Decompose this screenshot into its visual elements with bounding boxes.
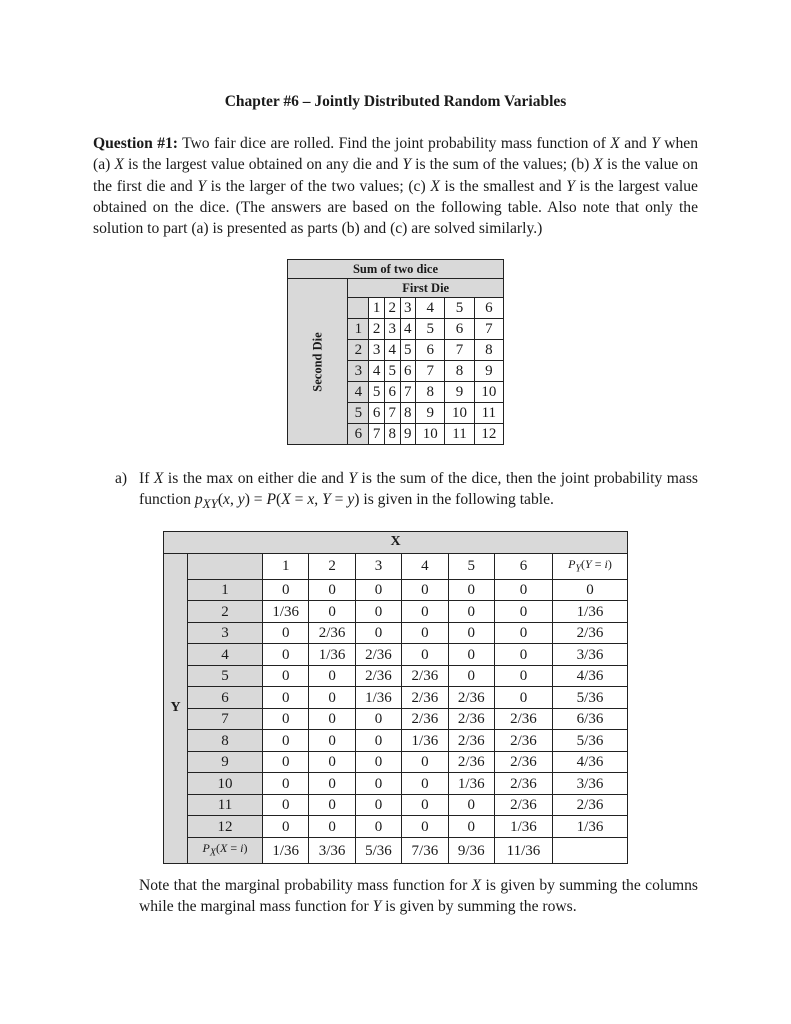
- second-die-value: 6: [348, 424, 369, 445]
- joint-prob-cell: 0: [263, 644, 309, 666]
- sum-cell: 5: [400, 340, 416, 361]
- x-value: 1: [263, 553, 309, 579]
- sum-cell: 7: [369, 424, 385, 445]
- sum-cell: 7: [416, 361, 445, 382]
- joint-prob-cell: 0: [402, 601, 448, 623]
- joint-prob-cell: 0: [402, 622, 448, 644]
- sum-cell: 9: [474, 361, 503, 382]
- y-value: 6: [188, 687, 263, 709]
- first-die-value: 4: [416, 298, 445, 319]
- sum-cell: 8: [445, 361, 474, 382]
- joint-prob-cell: 0: [309, 730, 355, 752]
- py-marginal: 1/36: [553, 601, 628, 623]
- joint-prob-cell: 2/36: [355, 644, 401, 666]
- py-header: $P_Y(Y = i)$: [553, 553, 628, 579]
- joint-prob-cell: 0: [402, 579, 448, 601]
- joint-prob-cell: 2/36: [494, 708, 552, 730]
- sum-cell: 11: [445, 424, 474, 445]
- sum-cell: 4: [369, 361, 385, 382]
- sum-cell: 5: [384, 361, 400, 382]
- joint-prob-cell: 0: [355, 773, 401, 795]
- joint-prob-cell: 2/36: [448, 708, 494, 730]
- py-marginal: 2/36: [553, 622, 628, 644]
- table-row: [164, 579, 628, 601]
- dice-corner: [348, 298, 369, 319]
- sum-cell: 5: [369, 382, 385, 403]
- pmf-corner: [188, 553, 263, 579]
- joint-prob-cell: 0: [402, 816, 448, 838]
- joint-prob-cell: 0: [355, 579, 401, 601]
- py-marginal: 1/36: [553, 816, 628, 838]
- y-variable-label: Y: [164, 553, 188, 864]
- joint-prob-cell: 0: [263, 665, 309, 687]
- sum-cell: 10: [474, 382, 503, 403]
- joint-prob-cell: 0: [263, 622, 309, 644]
- joint-prob-cell: 0: [402, 794, 448, 816]
- y-value: 5: [188, 665, 263, 687]
- question-label: Question #1:: [93, 135, 178, 152]
- joint-prob-cell: 0: [263, 773, 309, 795]
- joint-prob-cell: 0: [494, 644, 552, 666]
- sum-cell: 7: [445, 340, 474, 361]
- joint-prob-cell: 0: [263, 708, 309, 730]
- sum-cell: 7: [400, 382, 416, 403]
- dice-sum-table: [287, 259, 504, 445]
- joint-prob-cell: 0: [448, 601, 494, 623]
- table-row: [164, 622, 628, 644]
- joint-prob-cell: 0: [448, 622, 494, 644]
- first-die-value: 1: [369, 298, 385, 319]
- y-value: 3: [188, 622, 263, 644]
- joint-prob-cell: 1/36: [355, 687, 401, 709]
- joint-prob-cell: 0: [263, 794, 309, 816]
- joint-prob-cell: 1/36: [448, 773, 494, 795]
- px-marginal: 3/36: [309, 837, 355, 863]
- joint-prob-cell: 0: [309, 794, 355, 816]
- sum-cell: 8: [416, 382, 445, 403]
- joint-prob-cell: 0: [494, 579, 552, 601]
- y-value: 11: [188, 794, 263, 816]
- y-value: 7: [188, 708, 263, 730]
- first-die-value: 5: [445, 298, 474, 319]
- px-marginal: 7/36: [402, 837, 448, 863]
- y-value: 1: [188, 579, 263, 601]
- joint-prob-cell: 0: [494, 687, 552, 709]
- table-row: [164, 601, 628, 623]
- joint-prob-cell: 0: [448, 579, 494, 601]
- second-die-value: 4: [348, 382, 369, 403]
- sum-cell: 10: [445, 403, 474, 424]
- table-row: [164, 665, 628, 687]
- dice-table-title: Sum of two dice: [288, 260, 504, 279]
- sum-cell: 7: [474, 319, 503, 340]
- sum-cell: 6: [384, 382, 400, 403]
- joint-prob-cell: 0: [355, 730, 401, 752]
- joint-prob-cell: 0: [309, 708, 355, 730]
- joint-prob-cell: 0: [402, 751, 448, 773]
- joint-prob-cell: 0: [309, 601, 355, 623]
- sum-cell: 8: [474, 340, 503, 361]
- py-marginal: 3/36: [553, 644, 628, 666]
- sum-cell: 3: [369, 340, 385, 361]
- joint-prob-cell: 2/36: [494, 730, 552, 752]
- part-a-text: If X is the max on either die and Y is the sum of the dice, then the joint probability mass function $p_{XY}(x$, y) = P(X = x, Y = y) is given in the following table.: [139, 470, 698, 512]
- joint-prob-cell: 0: [355, 601, 401, 623]
- table-row: [164, 751, 628, 773]
- joint-prob-cell: 0: [355, 708, 401, 730]
- joint-prob-cell: 0: [355, 622, 401, 644]
- second-die-value: 2: [348, 340, 369, 361]
- second-die-value: 5: [348, 403, 369, 424]
- joint-pmf-table: [163, 531, 628, 864]
- joint-prob-cell: 0: [448, 816, 494, 838]
- sum-cell: 6: [400, 361, 416, 382]
- joint-prob-cell: 2/36: [402, 687, 448, 709]
- question-1: [93, 133, 698, 239]
- table-row: [164, 708, 628, 730]
- sum-cell: 7: [384, 403, 400, 424]
- joint-prob-cell: 0: [263, 816, 309, 838]
- py-marginal: 5/36: [553, 687, 628, 709]
- joint-prob-cell: 2/36: [448, 687, 494, 709]
- joint-prob-cell: 1/36: [402, 730, 448, 752]
- px-marginal: 9/36: [448, 837, 494, 863]
- joint-prob-cell: 0: [355, 794, 401, 816]
- first-die-label: First Die: [348, 279, 504, 298]
- joint-prob-cell: 2/36: [309, 622, 355, 644]
- second-die-label: Second Die: [310, 331, 325, 392]
- joint-prob-cell: 0: [309, 816, 355, 838]
- part-a-label: a): [115, 470, 128, 487]
- joint-prob-cell: 0: [263, 579, 309, 601]
- joint-prob-cell: 2/36: [494, 751, 552, 773]
- joint-prob-cell: 0: [309, 687, 355, 709]
- sum-cell: 9: [416, 403, 445, 424]
- joint-prob-cell: 0: [448, 644, 494, 666]
- joint-prob-cell: 0: [309, 773, 355, 795]
- sum-cell: 8: [384, 424, 400, 445]
- y-value: 12: [188, 816, 263, 838]
- joint-prob-cell: 1/36: [494, 816, 552, 838]
- joint-prob-cell: 0: [263, 751, 309, 773]
- py-marginal: 4/36: [553, 665, 628, 687]
- sum-cell: 6: [445, 319, 474, 340]
- table-row: [164, 687, 628, 709]
- y-value: 10: [188, 773, 263, 795]
- sum-cell: 4: [400, 319, 416, 340]
- x-variable-label: X: [164, 532, 628, 554]
- second-die-value: 1: [348, 319, 369, 340]
- joint-prob-cell: 0: [309, 665, 355, 687]
- sum-cell: 3: [384, 319, 400, 340]
- sum-cell: 9: [400, 424, 416, 445]
- x-value: 3: [355, 553, 401, 579]
- py-marginal: 4/36: [553, 751, 628, 773]
- joint-prob-cell: 1/36: [309, 644, 355, 666]
- table-row: [164, 773, 628, 795]
- x-value: 4: [402, 553, 448, 579]
- joint-prob-cell: 2/36: [494, 794, 552, 816]
- joint-prob-cell: 2/36: [402, 708, 448, 730]
- y-value: 2: [188, 601, 263, 623]
- py-marginal: 3/36: [553, 773, 628, 795]
- joint-prob-cell: 0: [263, 730, 309, 752]
- question-text: Two fair dice are rolled. Find the joint probability mass function of X and Y when (a) X is the largest value obtained on any die and Y is the sum of the values; (b) X is the value on the first die and Y is the larger of the two values; (c) X is the smallest and Y is the largest value obtained on the dice. (The answers are based on the following table. Also note that only the solution to part (a) is presented as parts (b) and (c) are solved similarly.): [93, 135, 698, 238]
- first-die-value: 6: [474, 298, 503, 319]
- joint-prob-cell: 0: [448, 794, 494, 816]
- joint-prob-cell: 2/36: [448, 751, 494, 773]
- joint-prob-cell: 0: [448, 665, 494, 687]
- joint-prob-cell: 0: [309, 579, 355, 601]
- x-value: 5: [448, 553, 494, 579]
- x-value: 2: [309, 553, 355, 579]
- sum-cell: 6: [369, 403, 385, 424]
- joint-prob-cell: 0: [494, 665, 552, 687]
- empty-cell: [553, 837, 628, 863]
- table-row: [164, 730, 628, 752]
- px-header: $P_X(X = i)$: [188, 837, 263, 863]
- table-row: [164, 816, 628, 838]
- joint-prob-cell: 0: [355, 816, 401, 838]
- joint-prob-cell: 2/36: [494, 773, 552, 795]
- second-die-label-cell: [288, 279, 348, 445]
- second-die-value: 3: [348, 361, 369, 382]
- py-marginal: 5/36: [553, 730, 628, 752]
- joint-prob-cell: 1/36: [263, 601, 309, 623]
- sum-cell: 9: [445, 382, 474, 403]
- py-marginal: 0: [553, 579, 628, 601]
- sum-cell: 8: [400, 403, 416, 424]
- joint-prob-cell: 2/36: [402, 665, 448, 687]
- sum-cell: 4: [384, 340, 400, 361]
- first-die-value: 3: [400, 298, 416, 319]
- joint-prob-cell: 2/36: [448, 730, 494, 752]
- joint-prob-cell: 2/36: [355, 665, 401, 687]
- sum-cell: 5: [416, 319, 445, 340]
- joint-prob-cell: 0: [355, 751, 401, 773]
- y-value: 4: [188, 644, 263, 666]
- sum-cell: 10: [416, 424, 445, 445]
- px-marginal: 1/36: [263, 837, 309, 863]
- py-marginal: 2/36: [553, 794, 628, 816]
- joint-prob-cell: 0: [402, 773, 448, 795]
- table-row: [164, 644, 628, 666]
- joint-prob-cell: 0: [494, 601, 552, 623]
- page-title: Chapter #6 – Jointly Distributed Random Variables: [224, 93, 567, 110]
- joint-prob-cell: 0: [402, 644, 448, 666]
- px-marginal: 11/36: [494, 837, 552, 863]
- y-value: 8: [188, 730, 263, 752]
- px-marginal: 5/36: [355, 837, 401, 863]
- first-die-value: 2: [384, 298, 400, 319]
- x-value: 6: [494, 553, 552, 579]
- sum-cell: 6: [416, 340, 445, 361]
- joint-prob-cell: 0: [494, 622, 552, 644]
- table-row: [164, 794, 628, 816]
- joint-prob-cell: 0: [263, 687, 309, 709]
- y-value: 9: [188, 751, 263, 773]
- note-text: Note that the marginal probability mass function for X is given by summing the columns while the marginal mass function for Y is given by summing the rows.: [139, 877, 698, 916]
- py-marginal: 6/36: [553, 708, 628, 730]
- sum-cell: 12: [474, 424, 503, 445]
- joint-prob-cell: 0: [309, 751, 355, 773]
- sum-cell: 11: [474, 403, 503, 424]
- sum-cell: 2: [369, 319, 385, 340]
